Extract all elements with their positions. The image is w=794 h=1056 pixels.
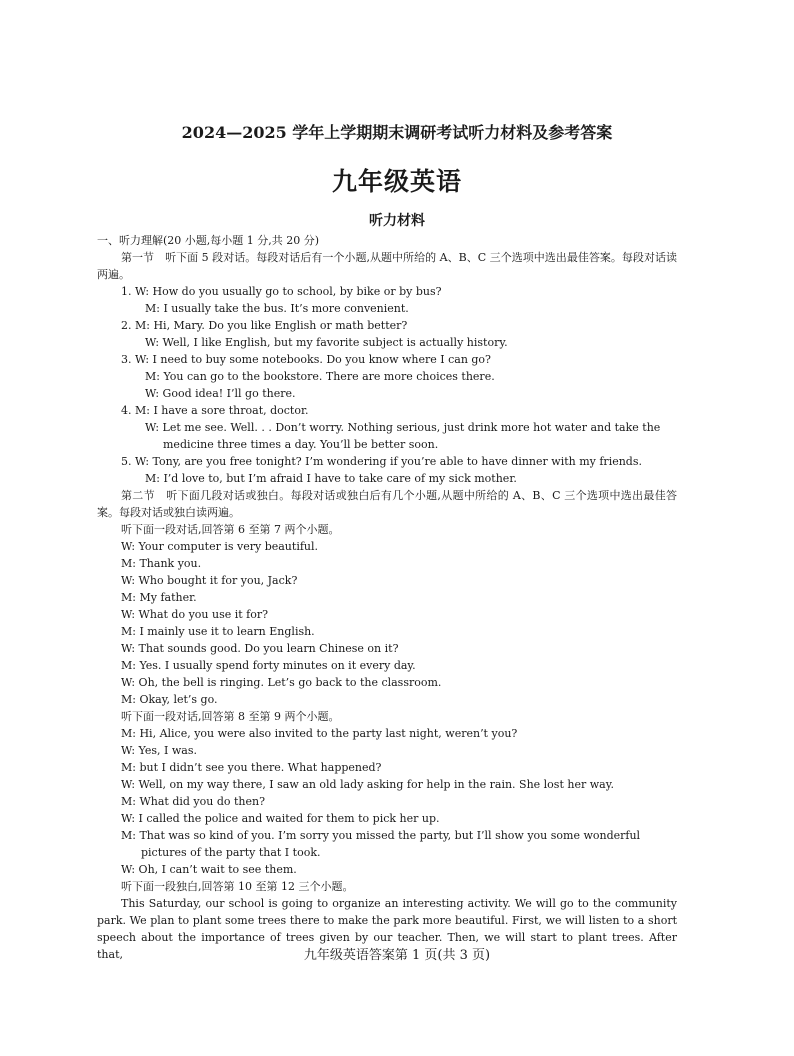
listening-material: [97, 232, 677, 963]
dialogue-line: 1. W: How do you usually go to school, by bike or by bus?: [121, 285, 442, 298]
part1-intro: 第一节 听下面 5 段对话。每段对话后有一个小题,从题中所给的 A、B、C 三个选项中选出最佳答案。每段对话读两遍。: [97, 251, 677, 281]
dialogue-line: M: You can go to the bookstore. There are more choices there.: [145, 370, 495, 383]
dialogue-line: W: Let me see. Well. . . Don’t worry. Nothing serious, just drink more hot water and take the: [145, 421, 661, 434]
dialogue-line: W: That sounds good. Do you learn Chinese on it?: [121, 642, 399, 655]
part2-intro: 第二节 听下面几段对话或独白。每段对话或独白后有几个小题,从题中所给的 A、B、C 三个选项中选出最佳答案。每段对话或独白读两遍。: [97, 489, 677, 519]
dialogue-line: M: I mainly use it to learn English.: [121, 625, 315, 638]
dialogue-line: W: Your computer is very beautiful.: [121, 540, 319, 553]
dialogue-line: W: What do you use it for?: [121, 608, 269, 621]
dialogue-line: W: Well, on my way there, I saw an old lady asking for help in the rain. She lost her way.: [121, 778, 614, 791]
subject-title: 九年级英语: [331, 167, 462, 196]
dialogue-line: M: Okay, let’s go.: [121, 693, 218, 706]
page-footer: 九年级英语答案第 1 页(共 3 页): [303, 948, 491, 963]
dialogue-line: W: Oh, the bell is ringing. Let’s go back to the classroom.: [121, 676, 442, 689]
dialogue-line: M: That was so kind of you. I’m sorry you missed the party, but I’ll show you some wonderful: [121, 829, 641, 842]
dialogue-line: W: Oh, I can’t wait to see them.: [121, 863, 297, 876]
dialogue-line: 2. M: Hi, Mary. Do you like English or math better?: [121, 319, 408, 332]
part1-dialogues: [97, 283, 677, 487]
monologue-text: This Saturday, our school is going to organize an interesting activity. We will go to the community park. We plan to plant some trees there to make the park more beautiful. First, we will listen to a short speech about the importance of trees given by our teacher. Then, we will start to plant trees. After that,: [97, 897, 677, 961]
dialogue-line: 4. M: I have a sore throat, doctor.: [121, 404, 309, 417]
dialogue-line: M: Hi, Alice, you were also invited to the party last night, weren’t you?: [121, 727, 518, 740]
dialogue-line: 3. W: I need to buy some notebooks. Do you know where I can go?: [121, 353, 491, 366]
dialogue-line: M: My father.: [121, 591, 197, 604]
dialogue-line: W: Good idea! I’ll go there.: [145, 387, 296, 400]
dialogue2-intro: 听下面一段对话,回答第 8 至第 9 两个小题。: [121, 710, 340, 723]
dialogue-line: M: I’d love to, but I’m afraid I have to take care of my sick mother.: [145, 472, 517, 485]
dialogue1-lines: [97, 538, 677, 708]
dialogue2-lines: [97, 725, 677, 878]
dialogue-line: W: Well, I like English, but my favorite subject is actually history.: [145, 336, 508, 349]
dialogue-line: M: but I didn’t see you there. What happened?: [121, 761, 382, 774]
dialogue-line: M: Yes. I usually spend forty minutes on it every day.: [121, 659, 416, 672]
dialogue-line: W: Yes, I was.: [121, 744, 197, 757]
dialogue-line: M: Thank you.: [121, 557, 202, 570]
dialogue-line: W: I called the police and waited for them to pick her up.: [121, 812, 440, 825]
dialogue-line: pictures of the party that I took.: [141, 846, 321, 859]
dialogue-line: M: What did you do then?: [121, 795, 266, 808]
section-heading: 一、听力理解(20 小题,每小题 1 分,共 20 分): [97, 234, 320, 247]
section-subtitle: 听力材料: [369, 213, 425, 229]
dialogue-line: medicine three times a day. You’ll be better soon.: [163, 438, 439, 451]
dialogue-line: W: Who bought it for you, Jack?: [121, 574, 298, 587]
dialogue-line: 5. W: Tony, are you free tonight? I’m wondering if you’re able to have dinner with my friends.: [121, 455, 642, 468]
dialogue1-intro: 听下面一段对话,回答第 6 至第 7 两个小题。: [121, 523, 340, 536]
monologue-intro: 听下面一段独白,回答第 10 至第 12 三个小题。: [121, 880, 354, 893]
dialogue-line: M: I usually take the bus. It’s more convenient.: [145, 302, 409, 315]
document-title: 2024—2025 学年上学期期末调研考试听力材料及参考答案: [181, 123, 613, 142]
